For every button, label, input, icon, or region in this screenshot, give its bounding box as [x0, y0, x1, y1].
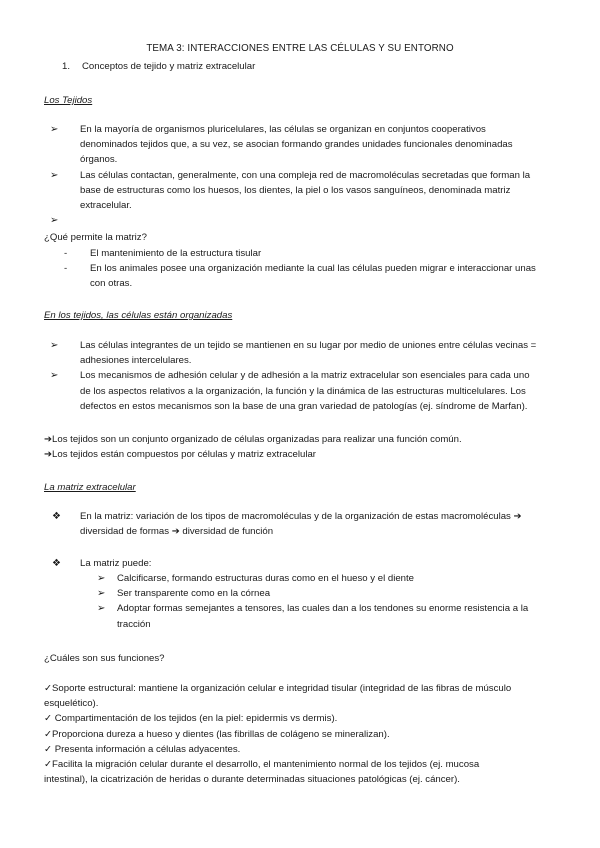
diamond-bullet-icon: ❖ — [52, 558, 61, 569]
subsection-heading-organizadas: En los tejidos, las células están organizadas — [44, 310, 233, 321]
check-item — [44, 711, 574, 726]
right-arrow-icon: ➔ — [44, 434, 53, 445]
arrowhead-bullet-icon: ➢ — [50, 169, 59, 181]
list-item — [50, 213, 570, 228]
text-line: Ser transparente como en la córnea — [117, 588, 271, 600]
text-line: de los aspectos relativos a la organización, la función y la dinámica de las estructuras multicelulares. Los — [80, 385, 526, 397]
text-line: con otras. — [90, 278, 133, 290]
check-item — [44, 727, 574, 742]
funciones-check-list — [44, 681, 574, 787]
list-item — [50, 556, 570, 571]
text-line: Los tejidos son un conjunto organizado de células organizadas para realizar una función común. — [52, 434, 462, 445]
list-item — [50, 509, 570, 539]
text-line: La matriz puede: — [80, 558, 152, 569]
diamond-bullet-icon: ❖ — [52, 511, 61, 522]
text-line: tracción — [117, 618, 151, 630]
dash-bullet: - — [64, 263, 68, 275]
text-line: ✓Facilita la migración celular durante el desarrollo, el mantenimiento normal de los tejidos (ej. mucosa — [44, 759, 480, 771]
matriz-dash-list — [60, 246, 570, 292]
question-funciones: ¿Cuáles son sus funciones? — [44, 653, 165, 664]
question-matriz: ¿Qué permite la matriz? — [44, 232, 147, 243]
list-item — [97, 601, 557, 631]
text-line: intestinal), la cicatrización de heridas o durante determinadas situaciones patológicas (ej. cáncer). — [44, 774, 460, 786]
arrowhead-bullet-icon: ➢ — [50, 124, 59, 135]
text-line: esquelético). — [44, 698, 99, 710]
text-line: Adoptar formas semejantes a tensores, las cuales dan a los tendones su enorme resistencia a la — [117, 603, 529, 615]
text-line: Las células integrantes de un tejido se mantienen en su lugar por medio de uniones entre células vecinas = — [80, 340, 537, 351]
text-line: extracelular. — [80, 200, 132, 212]
check-item — [44, 681, 574, 711]
list-item — [50, 368, 570, 414]
tejidos-bullet-list — [50, 122, 570, 228]
text-line: ✓ Compartimentación de los tejidos (en la piel: epidermis vs dermis). — [44, 713, 338, 725]
organizadas-bullet-list — [50, 338, 570, 414]
matriz-puede-sublist — [97, 571, 557, 632]
text-line: En los animales posee una organización mediante la cual las células pueden migrar e interaccionar unas — [90, 263, 536, 275]
text-line: denominados tejidos que, a su vez, se asocian formando grandes unidades funcionales denominadas — [80, 139, 513, 151]
text-line: órganos. — [80, 154, 118, 166]
list-item — [60, 246, 570, 261]
text-line: Los mecanismos de adhesión celular y de adhesión a la matriz extracelular son esenciales para cada uno — [80, 370, 530, 382]
section-title: Conceptos de tejido y matriz extracelular — [82, 61, 256, 72]
text-line: El mantenimiento de la estructura tisular — [90, 248, 262, 259]
arrowhead-bullet-icon: ➢ — [50, 215, 59, 227]
list-item — [97, 571, 557, 586]
arrow-line — [44, 432, 462, 447]
dash-bullet: - — [64, 248, 68, 259]
subsection-heading-tejidos: Los Tejidos — [44, 95, 93, 106]
check-item — [44, 742, 574, 757]
section-number: 1. — [62, 61, 71, 72]
list-item — [50, 338, 570, 368]
text-line: ✓ Presenta información a células adyacentes. — [44, 743, 241, 755]
page-title: TEMA 3: INTERACCIONES ENTRE LAS CÉLULAS Y SU ENTORNO — [146, 43, 454, 54]
list-item — [60, 261, 570, 291]
arrowhead-bullet-icon: ➢ — [50, 370, 59, 382]
text-line: ✓Proporciona dureza a hueso y dientes (las fibrillas de colágeno se mineralizan). — [44, 728, 390, 740]
text-line: Las células contactan, generalmente, con una compleja red de macromoléculas secretadas que forman la — [80, 169, 531, 181]
arrowhead-bullet-icon: ➢ — [97, 603, 106, 615]
arrowhead-bullet-icon: ➢ — [50, 340, 59, 351]
text-line: En la matriz: variación de los tipos de macromoléculas y de la organización de estas macromoléculas ➔ — [80, 511, 522, 522]
list-item — [50, 168, 570, 214]
right-arrow-icon: ➔ — [44, 449, 53, 460]
list-item — [97, 586, 557, 601]
arrowhead-bullet-icon: ➢ — [97, 588, 106, 600]
text-line: ✓Soporte estructural: mantiene la organización celular e integridad tisular (integridad de las fibras de músculo — [44, 683, 512, 694]
text-line: Calcificarse, formando estructuras duras como en el hueso y el diente — [117, 573, 415, 584]
arrow-line — [44, 447, 316, 462]
arrowhead-bullet-icon: ➢ — [97, 573, 106, 584]
check-item — [44, 757, 574, 787]
text-line: base de estructuras como los huesos, los dientes, la piel o los vasos sanguíneos, denominada matriz — [80, 184, 511, 196]
text-line: diversidad de formas ➔ diversidad de función — [80, 526, 274, 538]
list-item — [50, 122, 570, 168]
text-line: defectos en estos mecanismos son la base de una gran variedad de patologías (ej. síndrome de Marfan). — [80, 400, 528, 412]
text-line: Los tejidos están compuestos por células y matriz extracelular — [52, 449, 316, 460]
matriz-diamond-item — [50, 509, 570, 539]
matriz-puede-item — [50, 556, 570, 571]
section-heading — [62, 59, 255, 74]
text-line: adhesiones intercelulares. — [80, 355, 192, 367]
subsection-heading-matriz: La matriz extracelular — [44, 482, 136, 493]
text-line: En la mayoría de organismos pluricelulares, las células se organizan en conjuntos cooperativos — [80, 124, 486, 135]
